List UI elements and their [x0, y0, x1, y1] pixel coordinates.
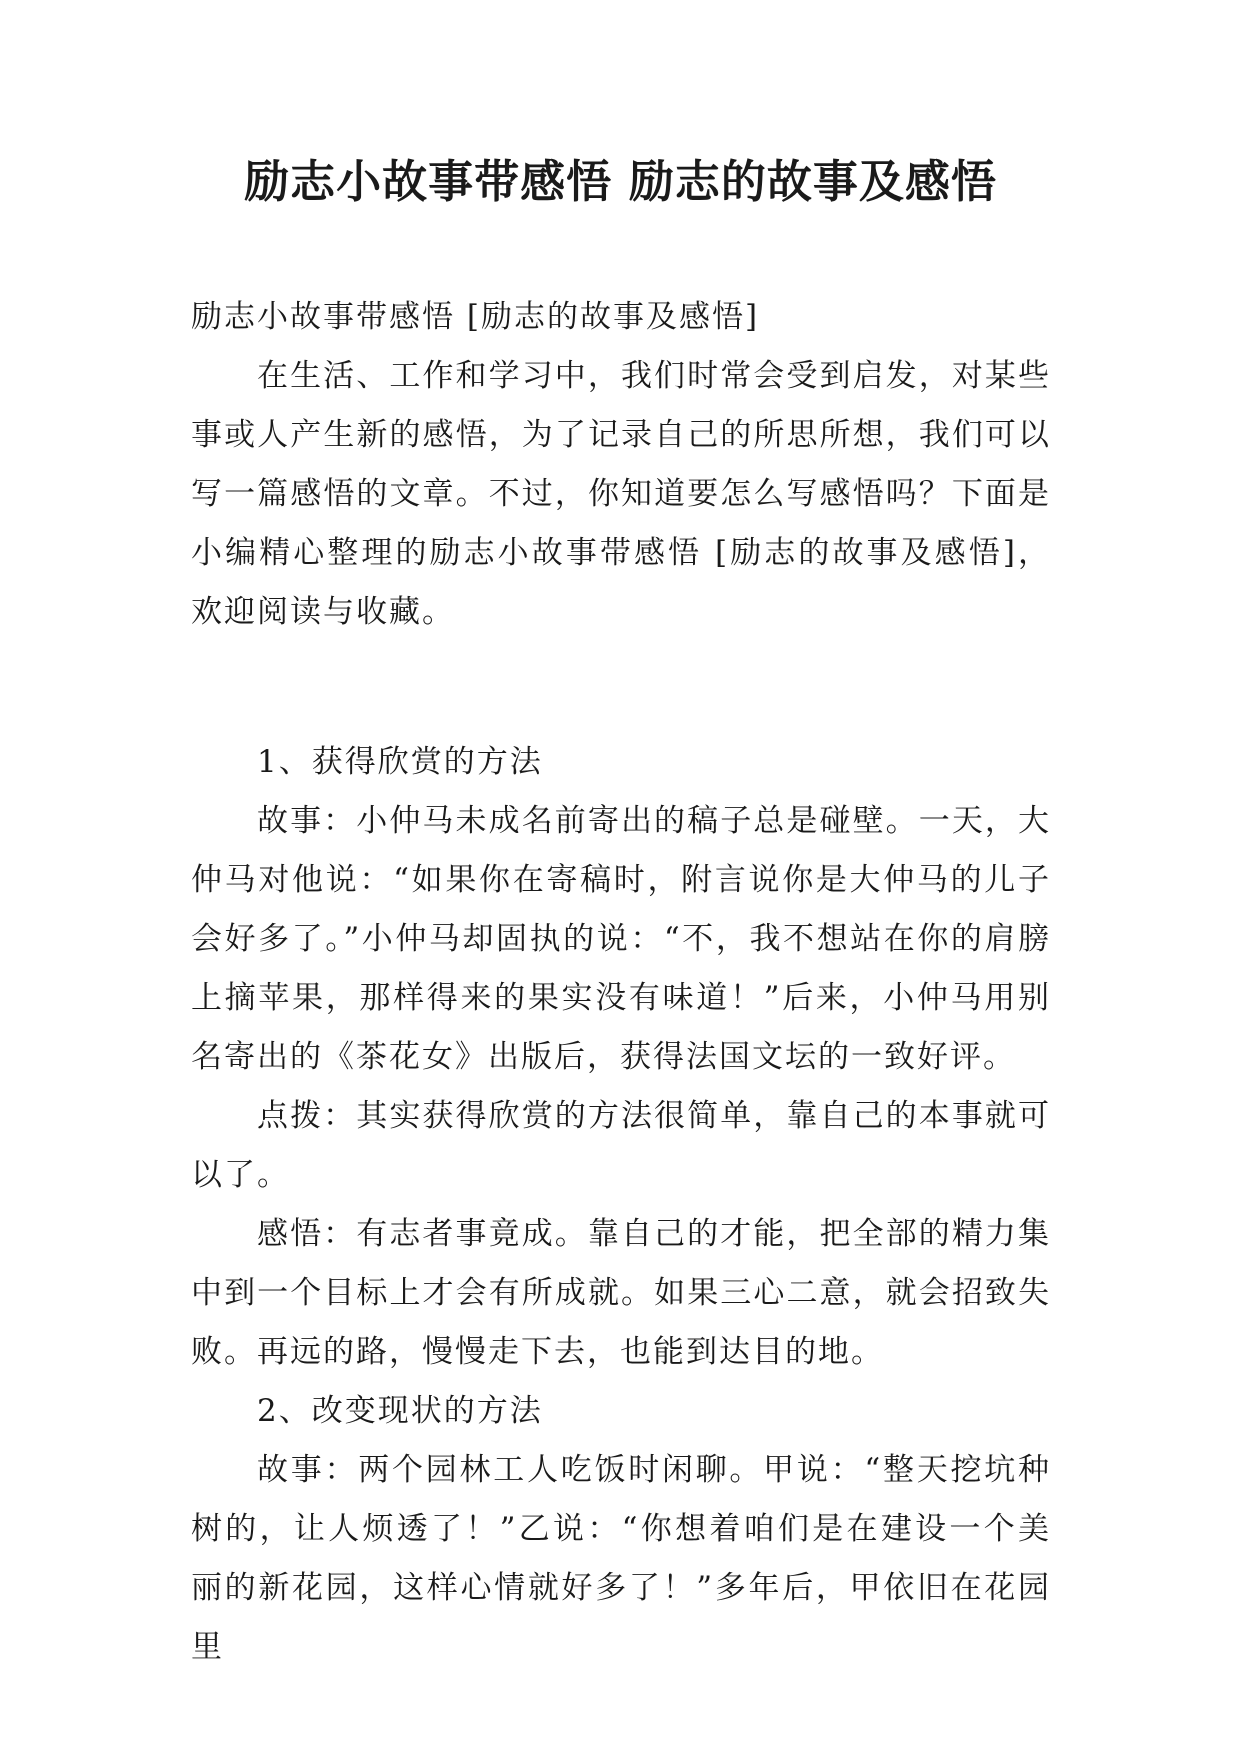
story-paragraph-2: 故事：两个园林工人吃饭时闲聊。甲说：“整天挖坑种树的，让人烦透了！”乙说：“你想着咱们是在建设一个美丽的新花园，这样心情就好多了！”多年后，甲依旧在花园里: [191, 1452, 1051, 1665]
insight-paragraph-1: 感悟：有志者事竟成。靠自己的才能，把全部的精力集中到一个目标上才会有所成就。如果三心二意，就会招致失败。再远的路，慢慢走下去，也能到达目的地。: [191, 1216, 1051, 1370]
intro-paragraph: 在生活、工作和学习中，我们时常会受到启发，对某些事或人产生新的感悟，为了记录自己的所思所想，我们可以写一篇感悟的文章。不过，你知道要怎么写感悟吗？下面是小编精心整理的励志小故事带感悟 [励志的故事及感悟]，欢迎阅读与收藏。: [191, 358, 1051, 630]
section-heading-2: 2、改变现状的方法: [257, 1393, 543, 1429]
story-paragraph-1: 故事：小仲马未成名前寄出的稿子总是碰壁。一天，大仲马对他说：“如果你在寄稿时，附言说你是大仲马的儿子会好多了。”小仲马却固执的说：“不，我不想站在你的肩膀上摘苹果，那样得来的果实没有味道！”后来，小仲马用别名寄出的《茶花女》出版后，获得法国文坛的一致好评。: [191, 803, 1051, 1075]
document-body: [191, 288, 1051, 1677]
subtitle-line: 励志小故事带感悟 [励志的故事及感悟]: [191, 299, 760, 335]
hint-paragraph-1: 点拨：其实获得欣赏的方法很简单，靠自己的本事就可以了。: [191, 1098, 1051, 1193]
section-heading-1: 1、获得欣赏的方法: [257, 744, 543, 780]
document-title: 励志小故事带感悟 励志的故事及感悟: [244, 155, 997, 208]
paragraph-spacer: [191, 642, 1051, 733]
